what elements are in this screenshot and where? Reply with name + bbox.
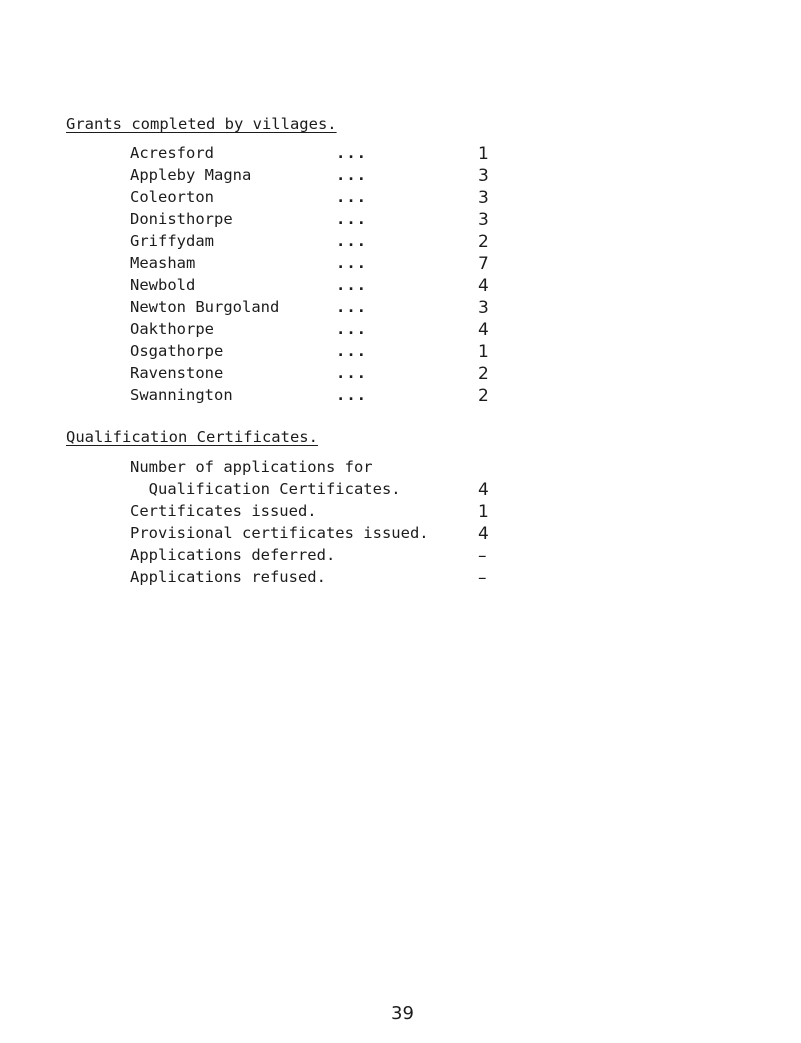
village-row: [0, 342, 801, 364]
grant-count: 2: [478, 386, 489, 406]
qualification-label: Applications deferred.: [130, 546, 336, 564]
villages-heading: Grants completed by villages.: [66, 115, 337, 133]
village-row: [0, 386, 801, 408]
leader-dots: ...: [336, 342, 367, 360]
village-row: [0, 144, 801, 166]
village-name: Swannington: [130, 386, 233, 404]
village-name: Newton Burgoland: [130, 298, 280, 316]
village-row: [0, 298, 801, 320]
grant-count: 1: [478, 342, 489, 362]
village-row: [0, 188, 801, 210]
village-name: Appleby Magna: [130, 166, 252, 184]
village-name: Coleorton: [130, 188, 214, 206]
qualification-label: Applications refused.: [130, 568, 326, 586]
village-name: Ravenstone: [130, 364, 224, 382]
grant-count: 7: [478, 254, 489, 274]
qualification-line: [0, 502, 801, 524]
leader-dots: ...: [336, 210, 367, 228]
leader-dots: ...: [336, 232, 367, 250]
leader-dots: ...: [336, 364, 367, 382]
leader-dots: ...: [336, 166, 367, 184]
leader-dots: ...: [336, 320, 367, 338]
village-name: Oakthorpe: [130, 320, 214, 338]
leader-dots: ...: [336, 254, 367, 272]
village-name: Measham: [130, 254, 196, 272]
village-row: [0, 254, 801, 276]
village-name: Donisthorpe: [130, 210, 233, 228]
village-row: [0, 320, 801, 342]
grant-count: 3: [478, 298, 489, 318]
grant-count: 2: [478, 232, 489, 252]
village-name: Griffydam: [130, 232, 214, 250]
grant-count: 3: [478, 188, 489, 208]
village-name: Newbold: [130, 276, 196, 294]
qualification-line: [0, 546, 801, 568]
grant-count: 2: [478, 364, 489, 384]
village-row: [0, 232, 801, 254]
grant-count: 4: [478, 276, 489, 296]
leader-dots: ...: [336, 188, 367, 206]
village-row: [0, 276, 801, 298]
qualification-label: Certificates issued.: [130, 502, 317, 520]
village-name: Acresford: [130, 144, 214, 162]
leader-dots: ...: [336, 386, 367, 404]
qualification-line: [0, 458, 801, 480]
leader-dots: ...: [336, 144, 367, 162]
qualification-line: [0, 568, 801, 590]
village-row: [0, 364, 801, 386]
leader-dots: ...: [336, 276, 367, 294]
qualification-heading: Qualification Certificates.: [66, 428, 318, 446]
village-row: [0, 210, 801, 232]
qualification-label: Qualification Certificates.: [130, 480, 401, 498]
qualification-label: Number of applications for: [130, 458, 373, 476]
qualification-line: [0, 480, 801, 502]
qualification-value: –: [478, 546, 487, 566]
qualification-value: –: [478, 568, 487, 588]
grant-count: 1: [478, 144, 489, 164]
grant-count: 3: [478, 210, 489, 230]
qualification-line: [0, 524, 801, 546]
leader-dots: ...: [336, 298, 367, 316]
qualification-value: 4: [478, 480, 489, 500]
grant-count: 3: [478, 166, 489, 186]
village-name: Osgathorpe: [130, 342, 224, 360]
qualification-value: 1: [478, 502, 489, 522]
qualification-label: Provisional certificates issued.: [130, 524, 429, 542]
village-row: [0, 166, 801, 188]
grant-count: 4: [478, 320, 489, 340]
qualification-value: 4: [478, 524, 489, 544]
page-number: 39: [391, 1003, 414, 1024]
